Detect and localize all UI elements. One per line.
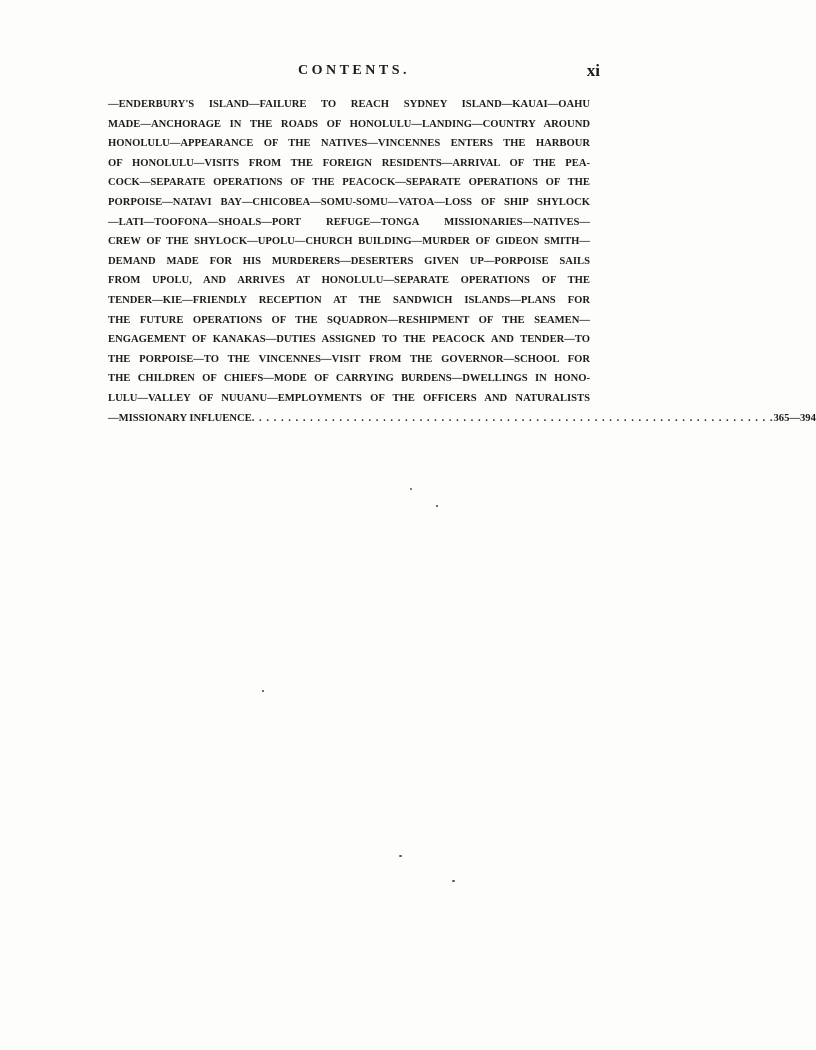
entry-line: —LATI—TOOFONA—SHOALS—PORT REFUGE—TONGA MISSIONARIES—NATIVES— [108, 216, 590, 228]
entry-line: PORPOISE—NATAVI BAY—CHICOBEA—SOMU-SOMU—VATOA—LOSS OF SHIP SHYLOCK [108, 196, 590, 208]
page-title: CONTENTS. [297, 63, 411, 78]
page-header [108, 61, 600, 85]
entry-line: HONOLULU—APPEARANCE OF THE NATIVES—VINCENNES ENTERS THE HARBOUR [108, 138, 590, 150]
scan-speck [452, 880, 455, 882]
entry-line: CREW OF THE SHYLOCK—UPOLU—CHURCH BUILDING—MURDER OF GIDEON SMITH— [108, 236, 590, 248]
entry-last-line [108, 409, 816, 429]
contents-entry [108, 95, 816, 428]
entry-line: ENGAGEMENT OF KANAKAS—DUTIES ASSIGNED TO THE PEACOCK AND TENDER—TO [108, 334, 590, 346]
scan-speck [262, 690, 264, 692]
entry-line: OF HONOLULU—VISITS FROM THE FOREIGN RESIDENTS—ARRIVAL OF THE PEA- [108, 157, 590, 169]
entry-line: COCK—SEPARATE OPERATIONS OF THE PEACOCK—SEPARATE OPERATIONS OF THE [108, 177, 590, 189]
page-range: 365—394 [773, 412, 816, 424]
entry-line: THE FUTURE OPERATIONS OF THE SQUADRON—RESHIPMENT OF THE SEAMEN— [108, 314, 590, 326]
dot-leader: . . . . . . . . . . . . . . . . . . . . . . . . . . . . . . . . . . . . . . . . . . . . . . . . . . . . . . . . . . . . . . . . . . . . . . . . [251, 412, 774, 424]
entry-line: THE CHILDREN OF CHIEFS—MODE OF CARRYING BURDENS—DWELLINGS IN HONO- [108, 373, 590, 385]
entry-line: LULU—VALLEY OF NUUANU—EMPLOYMENTS OF THE OFFICERS AND NATURALISTS [108, 392, 590, 404]
entry-line: MADE—ANCHORAGE IN THE ROADS OF HONOLULU—LANDING—COUNTRY AROUND [108, 118, 590, 130]
entry-line: —ENDERBURY'S ISLAND—FAILURE TO REACH SYDNEY ISLAND—KAUAI—OAHU [108, 99, 590, 110]
entry-line: —MISSIONARY INFLUENCE [108, 412, 252, 424]
page-number: xi [586, 61, 600, 80]
scan-speck [410, 488, 412, 490]
entry-line: THE PORPOISE—TO THE VINCENNES—VISIT FROM THE GOVERNOR—SCHOOL FOR [108, 353, 590, 365]
scan-speck [436, 505, 438, 507]
entry-line: FROM UPOLU, AND ARRIVES AT HONOLULU—SEPARATE OPERATIONS OF THE [108, 275, 590, 287]
entry-line: DEMAND MADE FOR HIS MURDERERS—DESERTERS GIVEN UP—PORPOISE SAILS [108, 255, 590, 267]
entry-line: TENDER—KIE—FRIENDLY RECEPTION AT THE SANDWICH ISLANDS—PLANS FOR [108, 294, 590, 306]
scan-speck [399, 855, 402, 857]
